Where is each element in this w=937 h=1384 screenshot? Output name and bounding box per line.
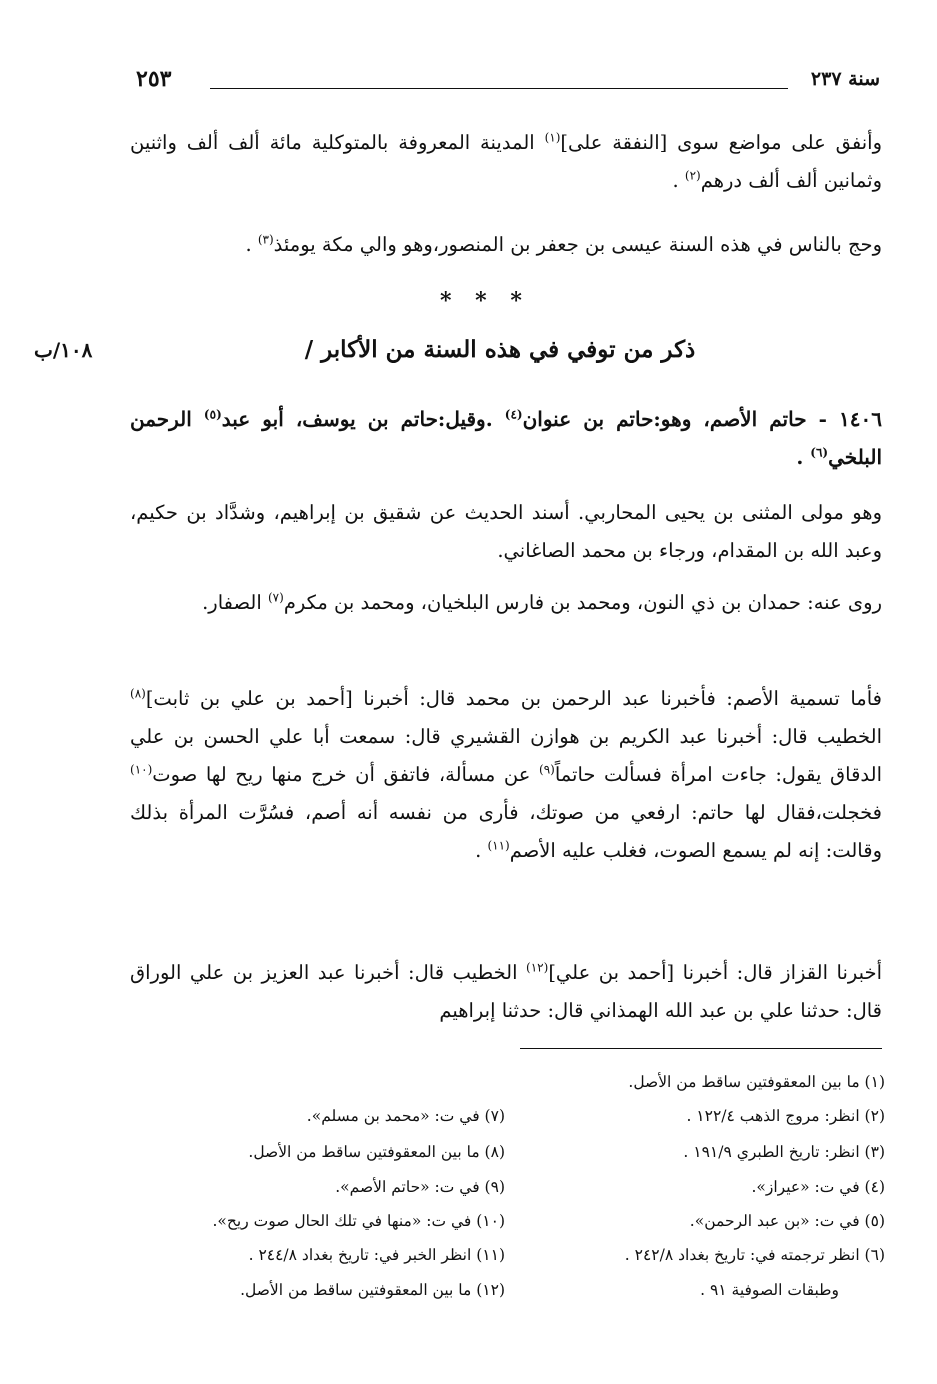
section-title: ذكر من توفي في هذه السنة من الأكابر / [304, 336, 696, 363]
footnote-ref[interactable]: (٢) [684, 168, 701, 183]
footnote-3: (٣) انظر: تاريخ الطبري ١٩١/٩ . [683, 1143, 885, 1161]
entry-heading: ١٤٠٦ - حاتم الأصم، وهو:حاتم بن عنوان$^{(٤)}$ .وقيل:حاتم بن يوسف، أبو عبد$^{(٥)}$ الرحمن البلخي$^{(٦)}$ . [130, 407, 882, 469]
header-rule [210, 88, 788, 89]
paragraph-hajj: وحج بالناس في هذه السنة عيسى بن جعفر بن المنصور،وهو والي مكة يومئذ$^{(٣)}$ . [245, 232, 882, 256]
page-header [120, 66, 880, 100]
footnote-7: (٧) في ت: «محمد بن مسلم». [306, 1107, 505, 1125]
footnote-ref[interactable]: (١٠) [130, 762, 153, 777]
footnote-rule [520, 1048, 882, 1049]
page-number: ٢٥٣ [136, 66, 172, 92]
footnote-ref[interactable]: (٨) [130, 686, 146, 701]
footnote-ref[interactable]: (١) [544, 130, 561, 145]
footnote-2: (٢) انظر: مروج الذهب ١٢٢/٤ . [686, 1107, 885, 1125]
paragraph-qazzaz: أخبرنا القزاز قال: أخبرنا [أحمد بن علي]$^{(١٢)}$ الخطيب قال: أخبرنا عبد العزيز بن علي الوراق قال: حدثنا علي بن عبد الله الهمذاني قال: حدثنا إبراهيم [130, 960, 882, 1022]
footnote-10: (١٠) في ت: «منها في تلك الحال صوت ريح». [212, 1212, 505, 1230]
footnote-ref[interactable]: (٧) [267, 590, 284, 605]
footnote-ref[interactable]: (١٢) [526, 960, 549, 975]
footnote-11: (١١) انظر الخبر في: تاريخ بغداد ٢٤٤/٨ . [248, 1246, 505, 1264]
footnote-6-continued: وطبقات الصوفية ٩١ . [700, 1281, 839, 1299]
paragraph-expenditure: وأنفق على مواضع سوى [النفقة على]$^{(١)}$ المدينة المعروفة بالمتوكلية مائة ألف ألف واثنين وثمانين ألف ألف درهم$^{(٢)}$ . [130, 130, 882, 192]
footnote-12: (١٢) ما بين المعقوفتين ساقط من الأصل. [240, 1281, 505, 1299]
footnote-5: (٥) في ت: «بن عبد الرحمن». [689, 1212, 885, 1230]
paragraph-name-origin: فأما تسمية الأصم: فأخبرنا عبد الرحمن بن محمد قال: أخبرنا [أحمد بن علي بن ثابت]$^{(٨)}$ الخطيب قال: أخبرنا عبد الكريم بن هوازن القشيري قال: سمعت أبا علي الحسن بن علي الدقاق يقول: جاءت امرأة فسألت حاتماً$^{(٩)}$ عن مسألة، فاتفق أن خرج منها ريح لها صوت$^{(١٠)}$ فخجلت،فقال لها حاتم: ارفعي من صوتك، فأرى من نفسه أنه أصم، فسُرَّت المرأة بذلك وقالت: إنه لم يسمع الصوت، فغلب عليه الأصم$^{(١١)}$ . [130, 686, 883, 862]
footnote-ref[interactable]: (٦) [810, 445, 829, 460]
footnote-1: (١) ما بين المعقوفتين ساقط من الأصل. [628, 1073, 885, 1091]
footnote-8: (٨) ما بين المعقوفتين ساقط من الأصل. [248, 1143, 505, 1161]
footnote-ref[interactable]: (١١) [487, 838, 510, 853]
running-head: سنة ٢٣٧ [810, 68, 880, 90]
footnote-ref[interactable]: (٩) [539, 762, 555, 777]
paragraph-mawla: وهو مولى المثنى بن يحيى المحاربي. أسند الحديث عن شقيق بن إبراهيم، وشدَّاد بن حكيم، وعبد الله بن المقدام، ورجاء بن محمد الصاغاني. [130, 501, 882, 562]
footnote-4: (٤) في ت: «عيراز». [751, 1178, 885, 1196]
paragraph-narrators: روى عنه: حمدان بن ذي النون، ومحمد بن فارس البلخيان، ومحمد بن مكرم$^{(٧)}$ الصفار. [202, 590, 882, 614]
footnote-ref[interactable]: (٤) [504, 407, 523, 422]
footnote-ref[interactable]: (٥) [203, 407, 222, 422]
manuscript-folio-note: ١٠٨/ب [34, 338, 93, 362]
footnote-ref[interactable]: (٣) [257, 232, 274, 247]
section-separator: * * * [440, 288, 530, 314]
footnote-9: (٩) في ت: «حاتم الأصم». [335, 1178, 505, 1196]
footnote-6: (٦) انظر ترجمته في: تاريخ بغداد ٢٤٢/٨ . [624, 1246, 885, 1264]
